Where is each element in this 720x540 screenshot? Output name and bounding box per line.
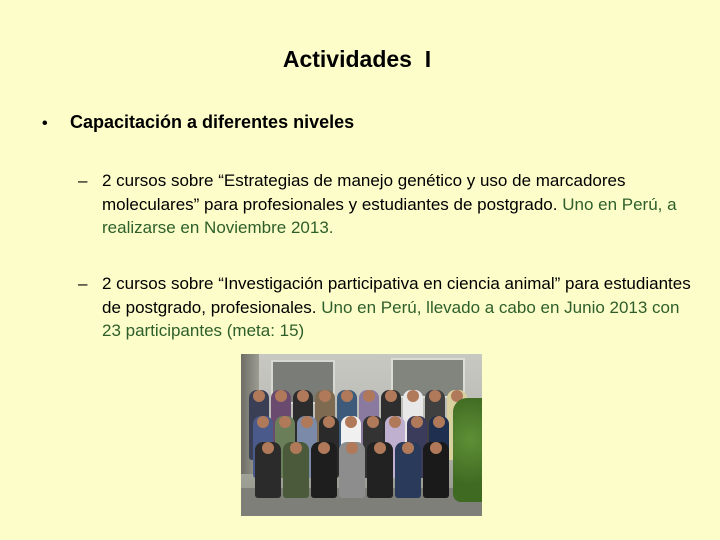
sub-item-course-participatory xyxy=(78,272,692,343)
sub-item-text: 2 cursos sobre “Investigación participativa en ciencia animal” para estudiantes de postgrado, profesionales. xyxy=(102,274,691,317)
group-photo xyxy=(241,354,482,516)
sub-item-highlight: Uno en Perú, llevado a cabo en Junio 2013 con 23 participantes (meta: 15) xyxy=(102,297,680,340)
dash-marker: – xyxy=(78,274,88,293)
bullet-marker: • xyxy=(42,115,48,132)
sub-item-course-genetics xyxy=(78,169,692,240)
sub-item-highlight: Uno en Perú, a realizarse en Noviembre 2013. xyxy=(102,194,677,237)
photo-plant xyxy=(453,398,482,502)
sub-item-text: 2 cursos sobre “Estrategias de manejo genético y uso de marcadores moleculares” para profesionales y estudiantes de postgrado. xyxy=(102,171,626,214)
bullet-text: Capacitación a diferentes niveles xyxy=(70,112,355,132)
dash-marker: – xyxy=(78,171,88,190)
slide-title: Actividades I xyxy=(282,46,432,72)
photo-people-front-row xyxy=(255,442,449,498)
bullet-item xyxy=(42,112,354,133)
